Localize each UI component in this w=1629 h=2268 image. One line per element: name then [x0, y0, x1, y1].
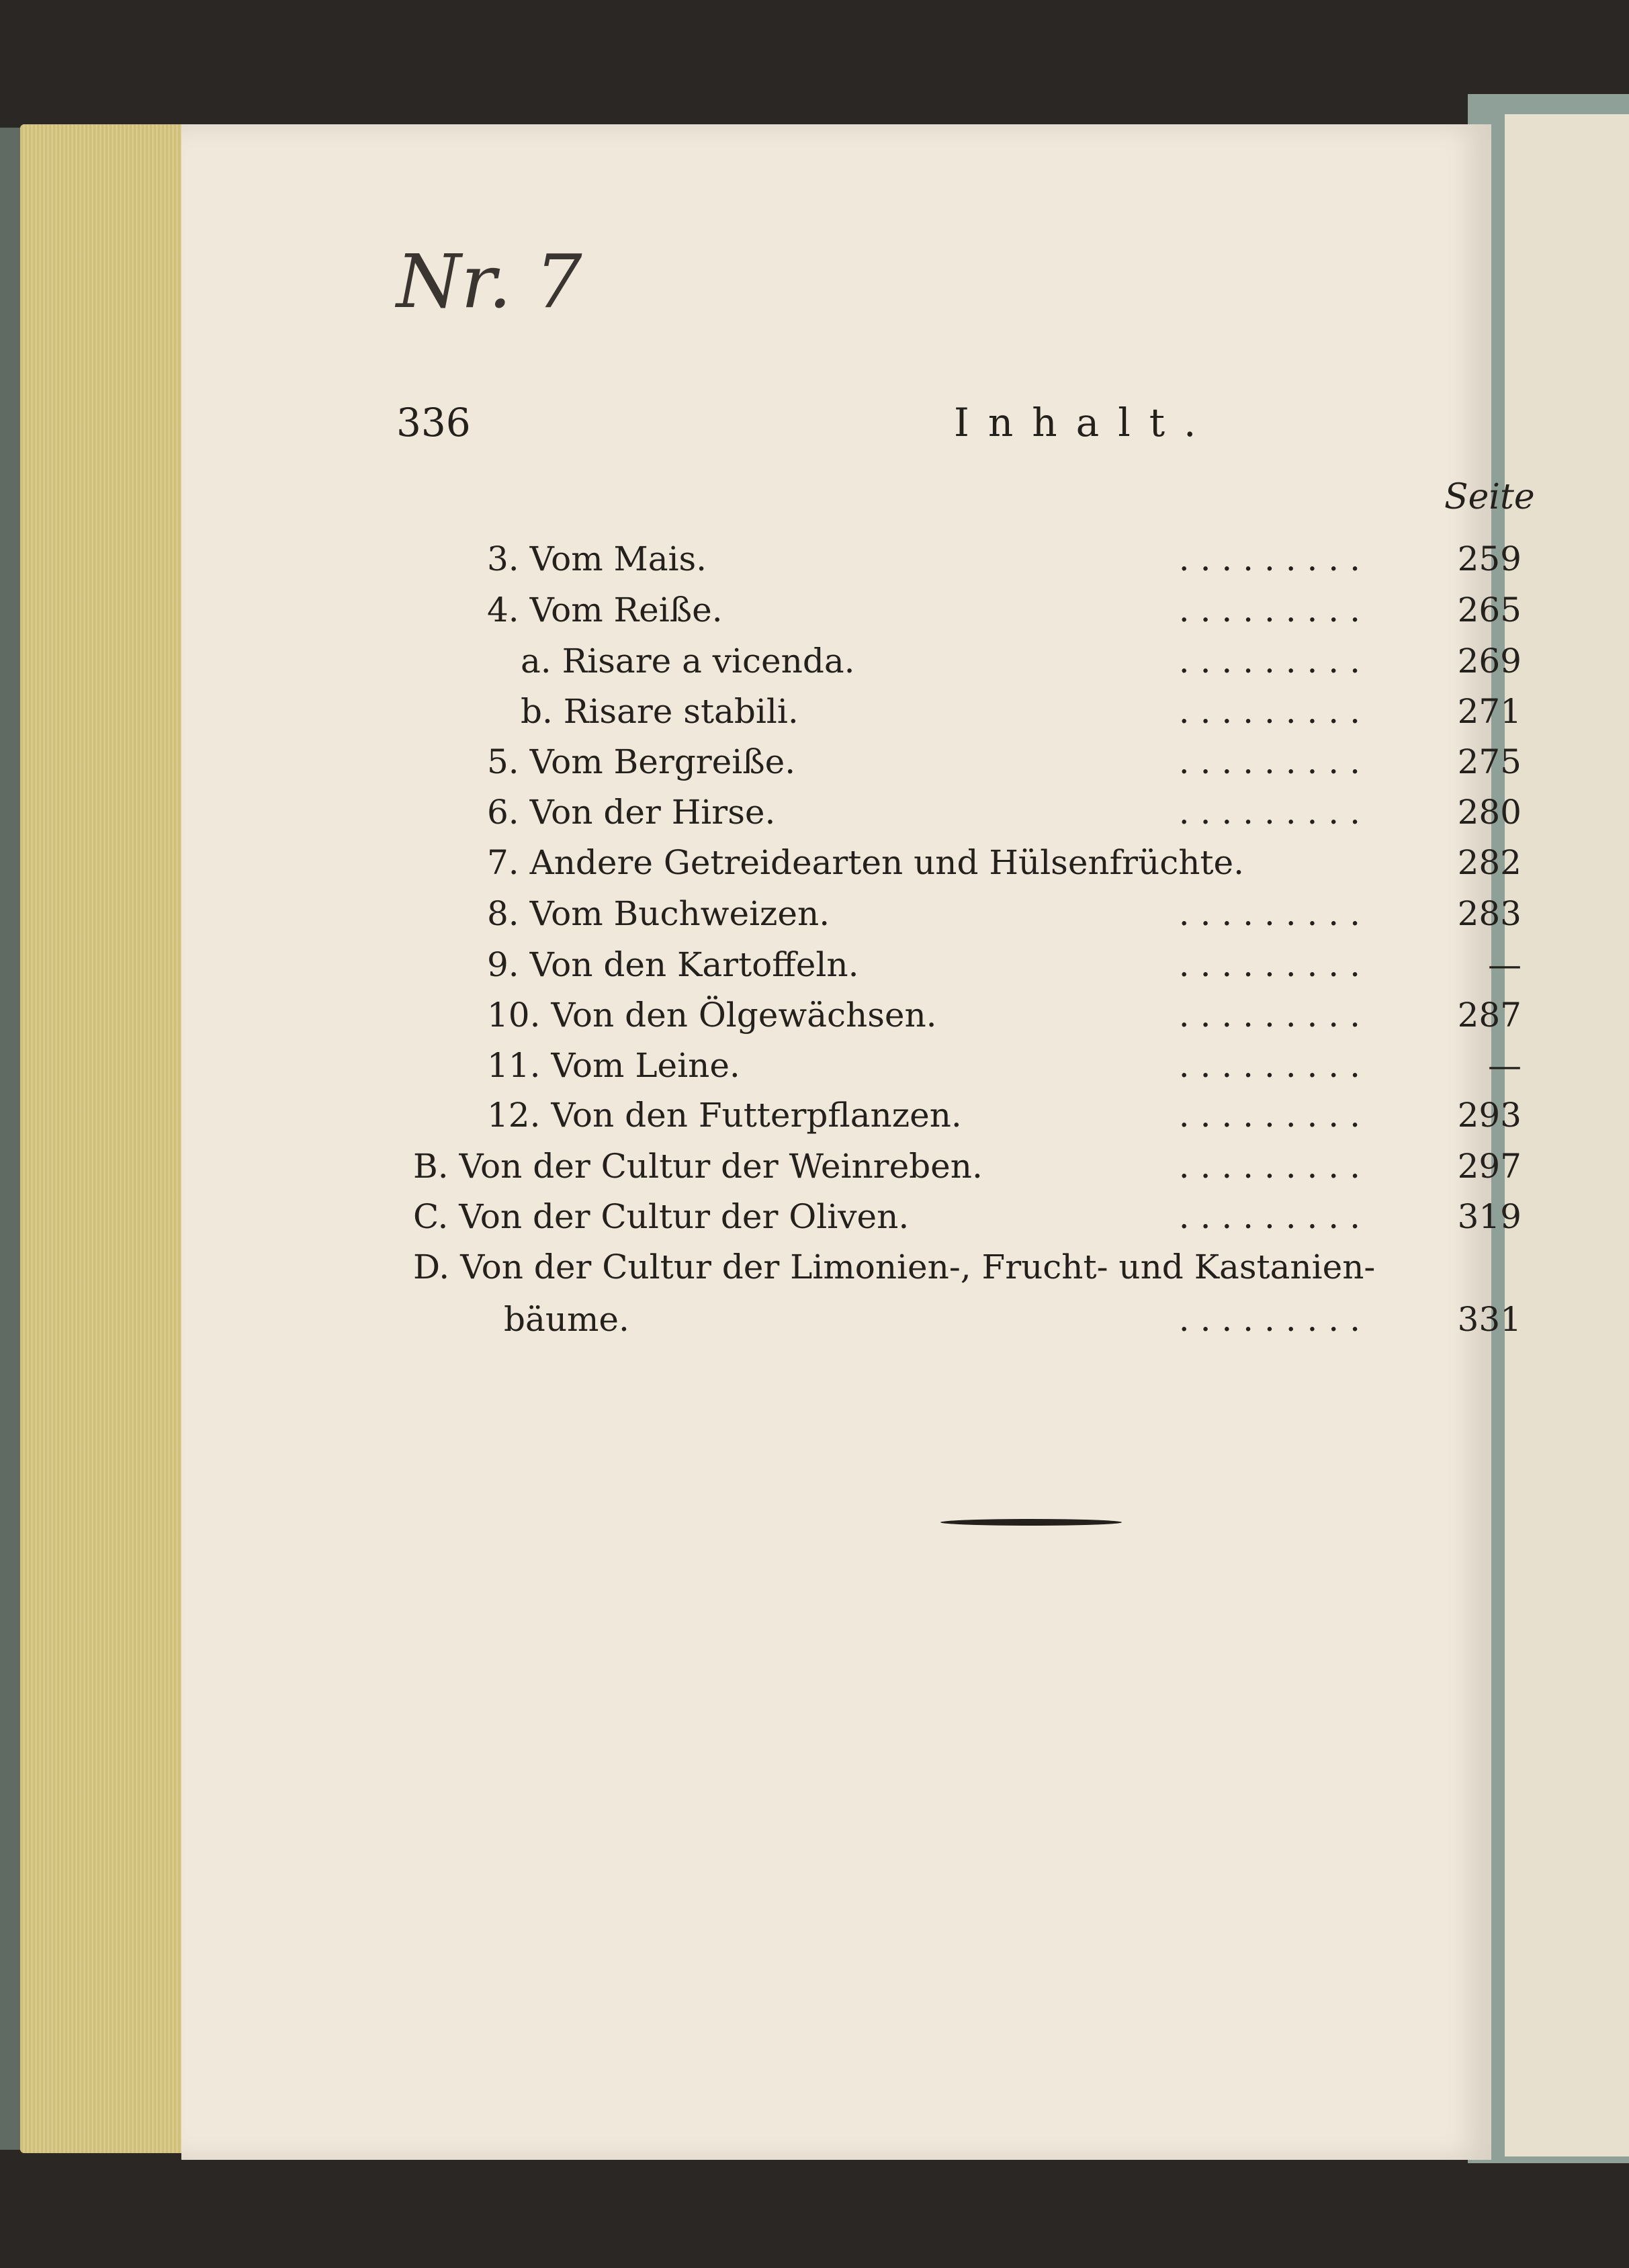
toc-page: 283: [1457, 894, 1522, 933]
toc-label: 9. Von den Kartoffeln.: [487, 945, 859, 984]
toc-label: B. Von der Cultur der Weinreben.: [413, 1147, 983, 1186]
toc-label: D. Von der Cultur der Limonien-, Frucht- und Kastanien-: [413, 1248, 1376, 1286]
toc-leader: . . . . . . . . .: [1178, 742, 1360, 781]
toc-entry: [487, 996, 1522, 1036]
toc-entry: [521, 692, 1522, 732]
toc-leader: . . . . . . . . .: [1178, 1300, 1360, 1339]
book-page: [181, 124, 1535, 2160]
toc-page: —: [1488, 1046, 1522, 1085]
toc-entry: [487, 539, 1522, 580]
toc-label: 3. Vom Mais.: [487, 539, 707, 578]
toc-leader: . . . . . . . . .: [1178, 945, 1360, 984]
toc-page: 297: [1457, 1147, 1522, 1186]
toc-leader: . . . . . . . . .: [1178, 692, 1360, 731]
toc-entry: [487, 1046, 1522, 1086]
toc-page: 259: [1457, 539, 1522, 578]
toc-page: —: [1488, 945, 1522, 984]
facing-page: [1505, 114, 1629, 2156]
toc-page: 265: [1457, 591, 1522, 629]
toc-page: 269: [1457, 642, 1522, 681]
page-edges: [20, 124, 188, 2153]
toc-page: 331: [1457, 1300, 1522, 1339]
page-number: 336: [396, 400, 471, 445]
toc-leader: . . . . . . . . .: [1178, 591, 1360, 629]
toc-label: 12. Von den Futterpflanzen.: [487, 1096, 962, 1135]
toc-leader: . . . . . . . . .: [1178, 1147, 1360, 1186]
toc-entry: [413, 1147, 1522, 1187]
toc-leader: . . . . . . . . .: [1178, 996, 1360, 1035]
toc-entry: [487, 945, 1522, 986]
toc-page: 287: [1457, 996, 1522, 1035]
toc-entry: [487, 843, 1522, 883]
toc-label: a. Risare a vicenda.: [521, 642, 855, 681]
toc-label: 11. Vom Leine.: [487, 1046, 740, 1085]
toc-leader: . . . . . . . . .: [1178, 894, 1360, 933]
toc-entry: [413, 1248, 1522, 1288]
toc-label: 10. Von den Ölgewächsen.: [487, 996, 937, 1035]
toc-page: 319: [1457, 1197, 1522, 1236]
toc-leader: . . . . . . . . .: [1178, 1046, 1360, 1085]
toc-page: 271: [1457, 692, 1522, 731]
toc-label: 8. Vom Buchweizen.: [487, 894, 830, 933]
toc-page: 280: [1457, 793, 1522, 832]
running-head: Inhalt.: [954, 400, 1215, 445]
toc-entry: [487, 1096, 1522, 1136]
toc-label: C. Von der Cultur der Oliven.: [413, 1197, 910, 1236]
toc-label: bäume.: [504, 1300, 629, 1339]
toc-page: 282: [1457, 843, 1522, 882]
toc-leader: . . . . . . . . .: [1178, 539, 1360, 578]
toc-label: 7. Andere Getreidearten und Hülsenfrüchte.: [487, 843, 1245, 882]
handwritten-note: Nr. 7: [396, 238, 582, 324]
toc-entry: [487, 793, 1522, 833]
page-content: [181, 124, 1535, 2160]
closing-rule: [940, 1519, 1122, 1526]
toc-entry: [521, 642, 1522, 682]
toc-leader: . . . . . . . . .: [1178, 1096, 1360, 1135]
toc-entry: [487, 591, 1522, 631]
toc-entry: [487, 894, 1522, 934]
toc-page: 275: [1457, 742, 1522, 781]
column-header: Seite: [1444, 477, 1535, 517]
toc-leader: . . . . . . . . .: [1178, 1197, 1360, 1236]
toc-label: 6. Von der Hirse.: [487, 793, 776, 832]
toc-leader: . . . . . . . . .: [1178, 642, 1360, 681]
toc-label: 4. Vom Reiße.: [487, 591, 723, 629]
toc-label: 5. Vom Bergreiße.: [487, 742, 796, 781]
toc-entry: [504, 1300, 1522, 1340]
toc-page: 293: [1457, 1096, 1522, 1135]
toc-entry: [487, 742, 1522, 783]
toc-label: b. Risare stabili.: [521, 692, 799, 731]
toc-entry: [413, 1197, 1522, 1237]
toc-leader: . . . . . . . . .: [1178, 793, 1360, 832]
